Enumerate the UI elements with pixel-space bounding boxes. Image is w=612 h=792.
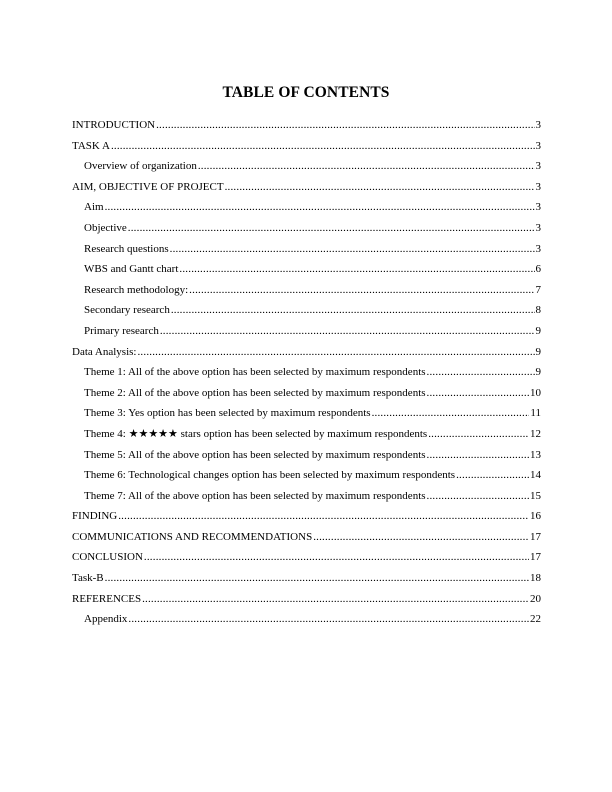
toc-page-number: 20 [530, 592, 541, 605]
toc-dot-leader [427, 383, 529, 404]
toc-entry-theme-2[interactable] [72, 383, 541, 404]
toc-page-number: 18 [530, 572, 541, 585]
toc-entry-text: Theme 2: All of the above option has been selected by maximum respondents [84, 386, 426, 399]
toc-entry-primary-research[interactable] [72, 321, 541, 342]
toc-title: TABLE OF CONTENTS [222, 84, 390, 101]
toc-page-number: 12 [530, 427, 541, 440]
toc-entry-text: CONCLUSION [72, 551, 143, 564]
toc-dot-leader [105, 568, 529, 589]
toc-entry-text: Objective [84, 221, 127, 234]
toc-page-number: 3 [535, 221, 541, 234]
toc-entry-theme-5[interactable] [72, 445, 541, 466]
toc-entry-data-analysis[interactable] [72, 342, 541, 363]
toc-entry-text: Overview of organization [84, 160, 197, 173]
toc-page-number: 3 [535, 201, 541, 214]
toc-entry-text: COMMUNICATIONS AND RECOMMENDATIONS [72, 530, 313, 543]
toc-dot-leader [156, 115, 534, 136]
toc-entry-conclusion[interactable] [72, 547, 541, 568]
toc-entry-text: Theme 4: ★★★★★ stars option has been selected by maximum respondents [84, 427, 428, 440]
toc-entry-references[interactable] [72, 589, 541, 610]
toc-entry-introduction[interactable] [72, 115, 541, 136]
toc-entry-theme-4[interactable] [72, 424, 541, 445]
toc-page-number: 17 [530, 530, 541, 543]
toc-page-number: 10 [530, 386, 541, 399]
toc-entry-communications-and-recommendations[interactable] [72, 527, 541, 548]
toc-dot-leader [456, 465, 529, 486]
toc-dot-leader [144, 547, 529, 568]
toc-entry-theme-6[interactable] [72, 465, 541, 486]
toc-entry-text: Research questions [84, 242, 169, 255]
toc-entry-text: Appendix [84, 613, 128, 626]
toc-entry-text: TASK A [72, 139, 110, 152]
toc-page-number: 17 [530, 551, 541, 564]
toc-entry-text: Secondary research [84, 304, 170, 317]
toc-entry-wbs-and-gantt-chart[interactable] [72, 259, 541, 280]
toc-dot-leader [128, 609, 529, 630]
toc-entry-text: FINDING [72, 510, 118, 523]
toc-entry-aim-objective-of-project[interactable] [72, 177, 541, 198]
toc-entry-finding[interactable] [72, 506, 541, 527]
toc-page-number: 7 [535, 283, 541, 296]
toc-entry-text: Primary research [84, 324, 159, 337]
toc-entry-theme-7[interactable] [72, 486, 541, 507]
toc-entry-overview-of-organization[interactable] [72, 156, 541, 177]
toc-dot-leader [428, 424, 529, 445]
toc-dot-leader [171, 300, 535, 321]
toc-dot-leader [427, 362, 535, 383]
toc-page-number: 15 [530, 489, 541, 502]
toc-entry-text: Task-B [72, 572, 104, 585]
toc-dot-leader [128, 218, 535, 239]
toc-dot-leader [198, 156, 535, 177]
toc-dot-leader [170, 239, 535, 260]
toc-page-number: 3 [535, 180, 541, 193]
toc-entry-task-a[interactable] [72, 136, 541, 157]
toc-entry-text: AIM, OBJECTIVE OF PROJECT [72, 180, 224, 193]
toc-page-number: 9 [535, 324, 541, 337]
toc-dot-leader [313, 527, 529, 548]
toc-dot-leader [225, 177, 535, 198]
toc-entry-appendix[interactable] [72, 609, 541, 630]
toc-dot-leader [111, 136, 535, 157]
toc-dot-leader [189, 280, 534, 301]
toc-page-number: 22 [530, 613, 541, 626]
toc-page-number: 6 [535, 263, 541, 276]
toc-entry-text: Theme 1: All of the above option has been selected by maximum respondents [84, 366, 426, 379]
toc-entry-aim[interactable] [72, 197, 541, 218]
toc-entry-text: Data Analysis: [72, 345, 137, 358]
toc-entry-research-methodology[interactable] [72, 280, 541, 301]
toc-page-number: 3 [535, 242, 541, 255]
toc-entry-text: WBS and Gantt chart [84, 263, 179, 276]
toc-page-number: 9 [535, 345, 541, 358]
toc-entry-research-questions[interactable] [72, 239, 541, 260]
toc-entry-text: Theme 7: All of the above option has been selected by maximum respondents [84, 489, 426, 502]
toc-entry-text: Theme 3: Yes option has been selected by maximum respondents [84, 407, 371, 420]
toc-entry-text: REFERENCES [72, 592, 142, 605]
toc-dot-leader [137, 342, 534, 363]
toc-page-number: 3 [535, 119, 541, 131]
toc-entry-text: Aim [84, 201, 104, 214]
toc-dot-leader [118, 506, 529, 527]
toc-entry-theme-1[interactable] [72, 362, 541, 383]
toc-dot-leader [160, 321, 535, 342]
toc-dot-leader [427, 445, 529, 466]
toc-entry-text: INTRODUCTION [72, 119, 156, 131]
toc-dot-leader [179, 259, 534, 280]
toc-dot-leader [142, 589, 529, 610]
toc-page-number: 3 [535, 160, 541, 173]
toc-entry-objective[interactable] [72, 218, 541, 239]
toc-page-number: 11 [530, 407, 541, 420]
toc-entry-text: Research methodology: [84, 283, 189, 296]
toc-page-number: 16 [530, 510, 541, 523]
toc-entry-task-b[interactable] [72, 568, 541, 589]
toc-entry-theme-3[interactable] [72, 403, 541, 424]
toc-page-number: 3 [535, 139, 541, 152]
toc-list [72, 115, 541, 630]
toc-dot-leader [427, 486, 529, 507]
toc-entry-text: Theme 6: Technological changes option has been selected by maximum respondents [84, 469, 456, 482]
toc-page-number: 9 [535, 366, 541, 379]
toc-dot-leader [105, 197, 535, 218]
toc-entry-text: Theme 5: All of the above option has been selected by maximum respondents [84, 448, 426, 461]
toc-dot-leader [372, 403, 530, 424]
toc-page-number: 14 [530, 469, 541, 482]
toc-page-number: 8 [535, 304, 541, 317]
toc-page-number: 13 [530, 448, 541, 461]
toc-entry-secondary-research[interactable] [72, 300, 541, 321]
